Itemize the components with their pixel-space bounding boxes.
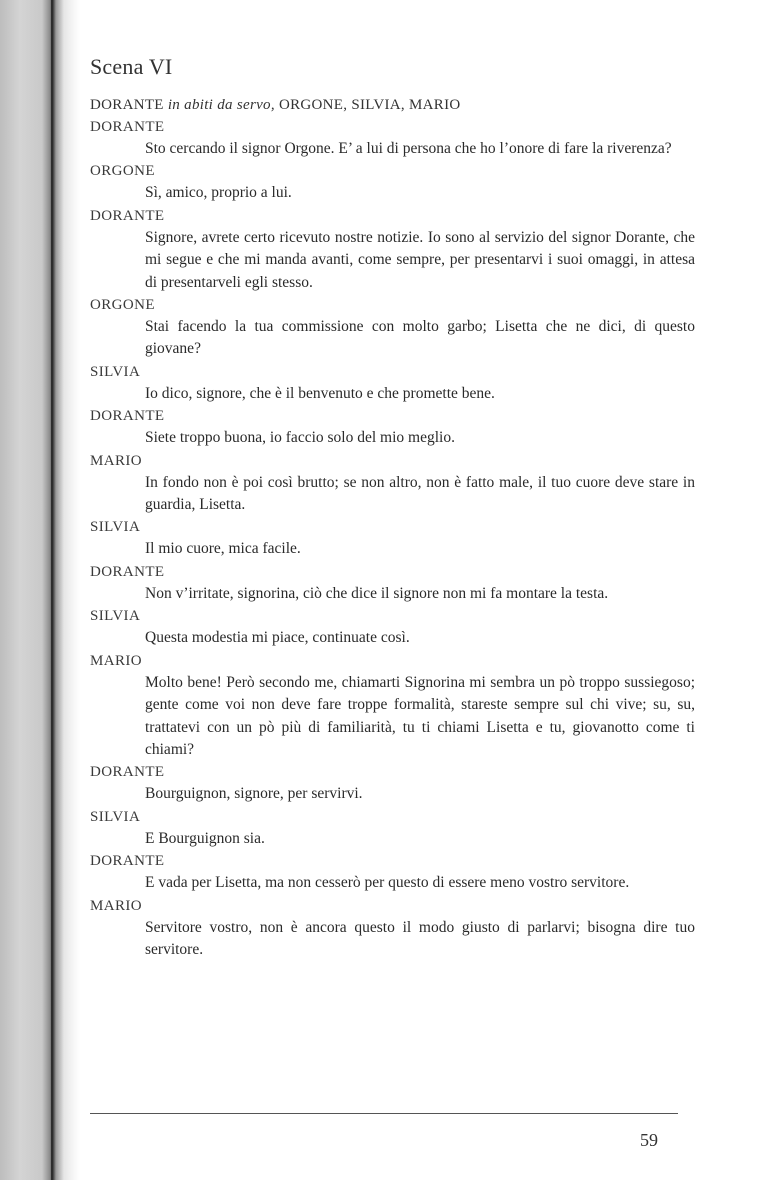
speaker-name: MARIO (90, 452, 143, 469)
speech-text: Siete troppo buona, io faccio solo del mio meglio. (145, 429, 455, 447)
dialogue-block (90, 561, 695, 605)
speech-text: Stai facendo la tua commissione con molto garbo; Lisetta che ne dici, di questo giovane? (145, 318, 695, 358)
dialogue-block (90, 160, 695, 204)
speech-text: Sto cercando il signor Orgone. E’ a lui di persona che ho l’onore di fare la riverenza? (145, 140, 672, 157)
speaker-name: ORGONE (90, 297, 155, 314)
speaker-name: DORANTE (90, 563, 165, 580)
cast-list (90, 94, 695, 116)
dialogue-block (90, 761, 695, 805)
speaker-name: SILVIA (90, 519, 141, 536)
speech-text: E Bourguignon sia. (145, 829, 265, 847)
cast-rest: ORGONE, SILVIA, MARIO (278, 97, 461, 113)
speech-text: In fondo non è poi così brutto; se non altro, non è fatto male, il tuo cuore deve stare in guardia, Lisetta. (145, 473, 695, 514)
speaker-name: SILVIA (90, 808, 141, 825)
speaker-name: DORANTE (90, 119, 165, 135)
speaker-name: MARIO (90, 897, 143, 914)
speech-text: Servitore vostro, non è ancora questo il modo giusto di parlarvi; bisogna dire tuo servitore. (145, 918, 695, 958)
book-page (90, 52, 695, 961)
scene-title: Scena VI (90, 54, 173, 79)
stage-direction: in abiti da servo, (167, 97, 275, 113)
speech-text: Io dico, signore, che è il benvenuto e che promette bene. (145, 384, 495, 402)
page-number: 59 (640, 1130, 658, 1150)
dialogue-block (90, 850, 695, 894)
book-spine-line (51, 0, 53, 1180)
footer-rule (90, 1113, 678, 1114)
speech-text: Non v’irritate, signorina, ciò che dice il signore non mi fa montare la testa. (145, 584, 609, 602)
speaker-name: SILVIA (90, 608, 141, 625)
speech-text: Molto bene! Però secondo me, chiamarti Signorina mi sembra un pò troppo sussiegoso; gente come voi non deve fare troppe formalità, stareste sempre sul chi vive; su, su, trattatevi con un pò più di familiarità, tu ti chiami Lisetta e tu, giovanotto come ti chiami? (145, 673, 695, 758)
speaker-name: DORANTE (90, 207, 165, 224)
speech-text: Questa modestia mi piace, continuate così. (145, 629, 410, 647)
speech-text: Sì, amico, proprio a lui. (145, 184, 292, 202)
dialogue-block (90, 294, 695, 361)
cast-first: DORANTE (90, 97, 164, 113)
dialogue-block (90, 205, 695, 294)
speaker-name: DORANTE (90, 853, 165, 870)
book-binding-shadow (0, 0, 80, 1180)
dialogue-block (90, 806, 695, 850)
speech-text: E vada per Lisetta, ma non cesserò per questo di essere meno vostro servitore. (145, 874, 630, 892)
speaker-name: DORANTE (90, 764, 165, 781)
speaker-name: MARIO (90, 652, 143, 669)
speaker-name: ORGONE (90, 163, 155, 180)
speaker-name: SILVIA (90, 363, 141, 380)
speech-text: Bourguignon, signore, per servirvi. (145, 785, 363, 803)
dialogue-block (90, 450, 695, 517)
speech-text: Signore, avrete certo ricevuto nostre notizie. Io sono al servizio del signor Dorante, che mi segue e che mi manda avanti, come sempre, per presentarvi i suoi omaggi, in attesa di presentarveli egli stesso. (145, 228, 695, 291)
dialogue-block (90, 650, 695, 762)
dialogue-block (90, 361, 695, 405)
speech-text: Il mio cuore, mica facile. (145, 540, 301, 558)
dialogue-block (90, 405, 695, 449)
dialogue-block (90, 116, 695, 160)
dialogue (90, 116, 695, 961)
dialogue-block (90, 605, 695, 649)
dialogue-block (90, 516, 695, 560)
speaker-name: DORANTE (90, 408, 165, 425)
dialogue-block (90, 895, 695, 962)
